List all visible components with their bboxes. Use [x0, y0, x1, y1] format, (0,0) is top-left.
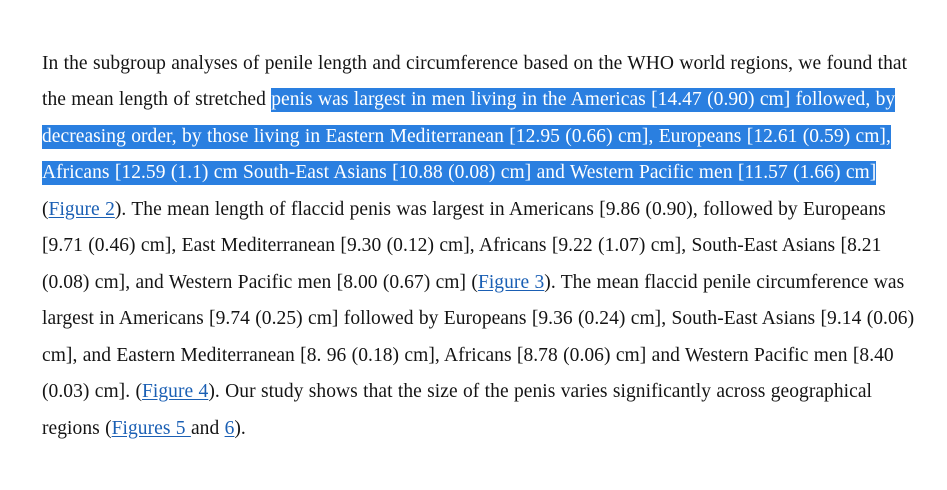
- paragraph-text-run: ). Our study shows that the size of the penis varies significantly across geographical regions (: [42, 381, 873, 439]
- figure-link-1[interactable]: Figure 2: [48, 198, 115, 220]
- body-paragraph: [42, 46, 918, 448]
- paragraph-text-run: ). The mean flaccid penile circumference was largest in Americans [9.74 (0.25) cm] followed by Europeans [9.36 (0.24) cm], South-East Asians [9.14 (0.06) cm], and Eastern Mediterranean [8. 96 (0.18) cm], Africans [8.78 (0.06) cm] and Western Pacific men [8.40 (0.03) cm]. (: [42, 271, 915, 402]
- paragraph-text-run: and: [190, 417, 225, 439]
- page-left-margin: [0, 0, 8, 490]
- figure-link-5[interactable]: 6: [224, 417, 235, 439]
- selected-text-highlight[interactable]: penis was largest in men living in the Americas [14.47 (0.90) cm] followed, by decreasing order, by those living in Eastern Mediterranean [12.95 (0.66) cm], Europeans [12.61 (0.59) cm], Africans [12.59 (1.1) cm South-East Asians [10.88 (0.08) cm] and Western Pacific men [11.57 (1.66) cm]: [42, 89, 896, 183]
- figure-link-3[interactable]: Figure 4: [142, 381, 209, 402]
- figure-link-4[interactable]: Figures 5: [111, 417, 191, 439]
- paragraph-text-run: ). The mean length of flaccid penis was largest in Americans [9.86 (0.90), followed by Europeans [9.71 (0.46) cm], East Mediterranean [9.30 (0.12) cm], Africans [9.22 (1.07) cm], South-East Asians [8.21 (0.08) cm], and Western Pacific men [8.00 (0.67) cm] (: [42, 198, 886, 293]
- paragraph-text-run: (: [42, 198, 49, 220]
- paragraph-text-run: In the subgroup analyses of penile length and circumference based on the WHO world regions, we found that the mean length of stretched: [42, 52, 908, 110]
- paragraph-text-run: ).: [234, 417, 246, 439]
- figure-link-2[interactable]: Figure 3: [477, 271, 545, 293]
